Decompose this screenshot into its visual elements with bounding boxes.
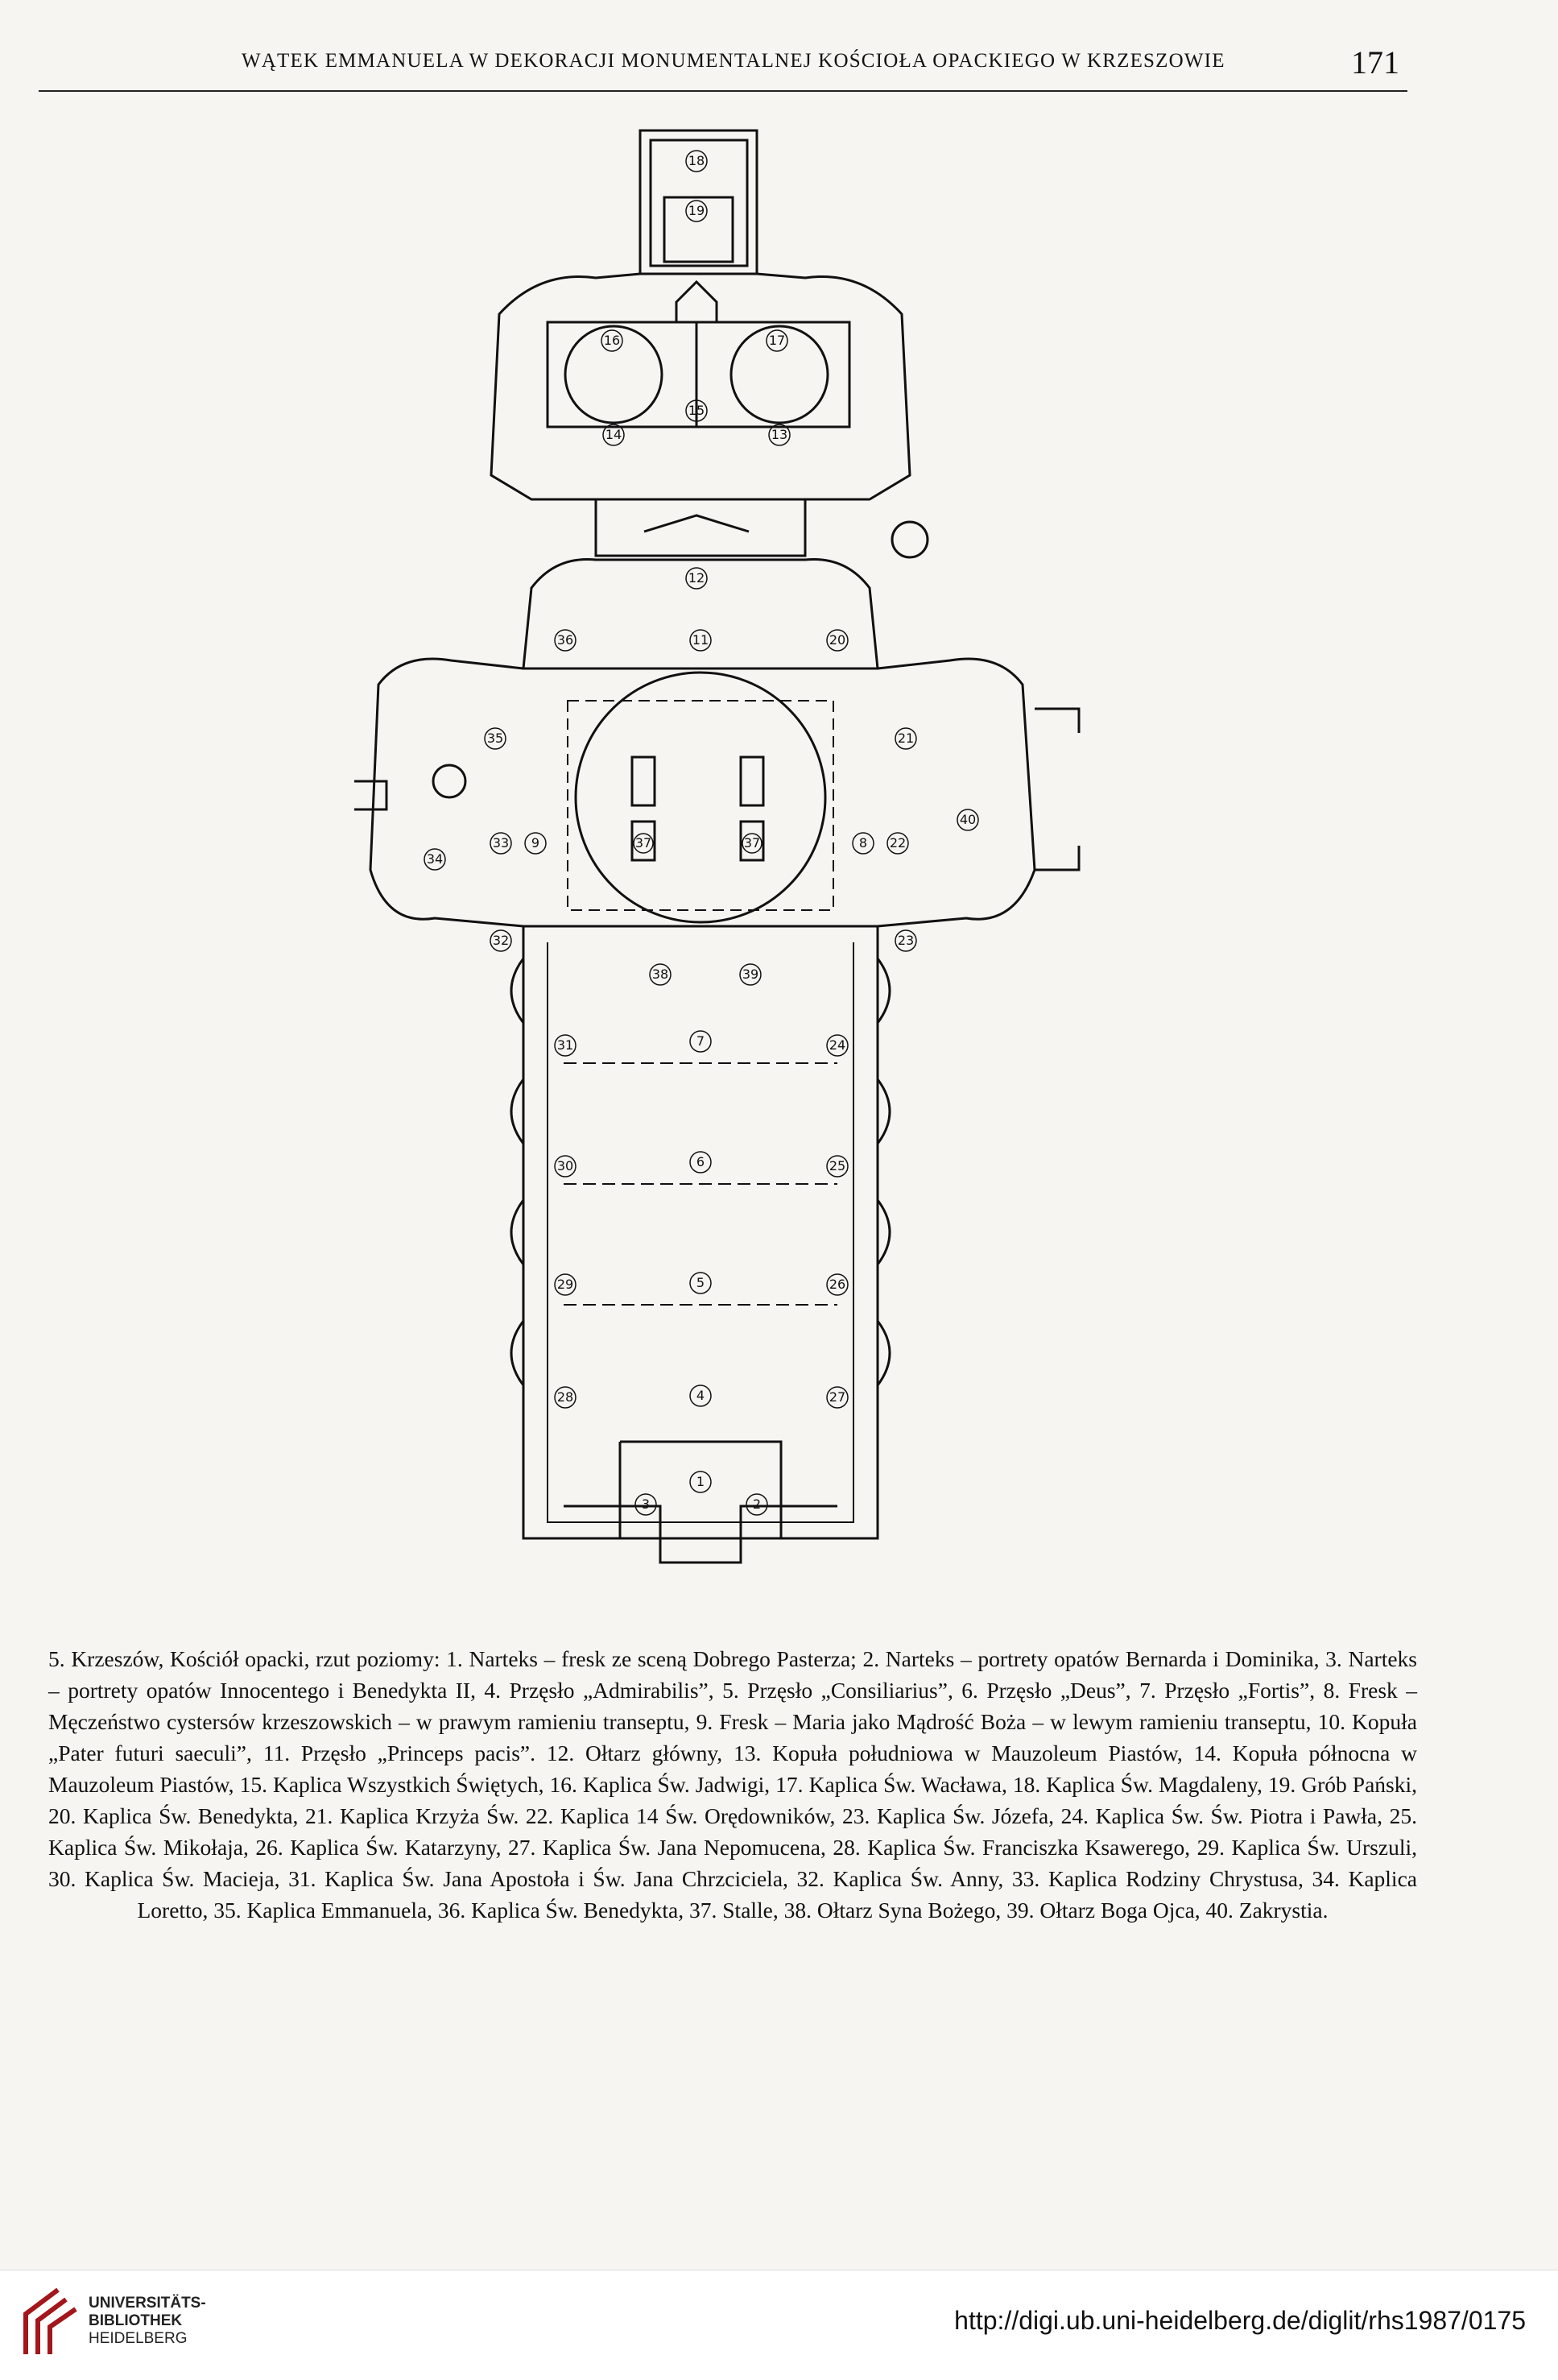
plan-label-13 bbox=[769, 424, 790, 445]
svg-text:12: 12 bbox=[688, 570, 705, 586]
plan-label-9 bbox=[525, 833, 546, 854]
svg-text:6: 6 bbox=[696, 1154, 705, 1169]
svg-text:22: 22 bbox=[889, 835, 907, 851]
plan-label-29 bbox=[555, 1274, 576, 1295]
plan-label-8 bbox=[853, 833, 874, 854]
svg-text:28: 28 bbox=[556, 1389, 574, 1405]
running-title: WĄTEK EMMANUELA W DEKORACJI MONUMENTALNEJ KOŚCIOŁA OPACKIEGO W KRZESZOWIE bbox=[242, 50, 1225, 72]
plan-label-37-b bbox=[742, 834, 762, 853]
svg-text:37: 37 bbox=[743, 835, 761, 851]
svg-text:34: 34 bbox=[426, 851, 444, 867]
svg-text:7: 7 bbox=[696, 1033, 705, 1049]
plan-label-21 bbox=[895, 728, 916, 749]
plan-label-39 bbox=[740, 964, 761, 985]
plan-label-7 bbox=[690, 1031, 711, 1052]
svg-text:30: 30 bbox=[556, 1158, 574, 1173]
plan-label-24 bbox=[827, 1035, 848, 1056]
svg-text:5: 5 bbox=[696, 1275, 705, 1290]
plan-label-31 bbox=[555, 1035, 576, 1056]
svg-text:32: 32 bbox=[492, 933, 510, 948]
svg-text:40: 40 bbox=[959, 812, 977, 827]
svg-text:16: 16 bbox=[603, 333, 621, 348]
page-number: 171 bbox=[1351, 44, 1399, 81]
svg-text:33: 33 bbox=[492, 835, 510, 851]
plan-label-36 bbox=[555, 630, 576, 651]
svg-text:29: 29 bbox=[556, 1277, 574, 1292]
svg-text:17: 17 bbox=[768, 333, 786, 348]
plan-label-12 bbox=[686, 568, 707, 589]
svg-text:4: 4 bbox=[696, 1388, 705, 1403]
plan-label-32 bbox=[490, 930, 511, 951]
plan-label-26 bbox=[827, 1274, 848, 1295]
svg-text:27: 27 bbox=[829, 1389, 846, 1405]
plan-label-35 bbox=[485, 728, 506, 749]
svg-text:9: 9 bbox=[531, 835, 540, 851]
floor-plan-drawing bbox=[354, 121, 1095, 1595]
church-floor-plan bbox=[354, 121, 1095, 1595]
plan-label-34 bbox=[424, 849, 445, 870]
plan-label-5 bbox=[690, 1273, 711, 1293]
plan-label-30 bbox=[555, 1156, 576, 1177]
plan-label-20 bbox=[827, 630, 848, 651]
svg-text:13: 13 bbox=[771, 427, 788, 442]
svg-text:15: 15 bbox=[688, 403, 705, 418]
logo-line-1: UNIVERSITÄTS- bbox=[89, 2295, 206, 2312]
library-logo-text bbox=[89, 2295, 206, 2348]
svg-text:24: 24 bbox=[829, 1037, 846, 1053]
svg-text:8: 8 bbox=[858, 835, 868, 851]
plan-label-37-a bbox=[634, 834, 653, 853]
plan-label-28 bbox=[555, 1387, 576, 1408]
plan-label-38 bbox=[650, 964, 671, 985]
svg-text:21: 21 bbox=[897, 731, 915, 746]
plan-label-22 bbox=[887, 833, 908, 854]
svg-text:14: 14 bbox=[605, 427, 622, 442]
svg-text:1: 1 bbox=[696, 1474, 705, 1489]
svg-text:36: 36 bbox=[556, 632, 574, 648]
running-head bbox=[39, 42, 1407, 92]
svg-text:25: 25 bbox=[829, 1158, 846, 1173]
plan-label-17 bbox=[767, 330, 787, 351]
plan-label-1 bbox=[690, 1471, 711, 1492]
plan-label-11 bbox=[690, 630, 711, 651]
svg-text:39: 39 bbox=[742, 966, 759, 982]
svg-text:20: 20 bbox=[829, 632, 846, 648]
plan-label-16 bbox=[601, 330, 622, 351]
plan-label-6 bbox=[690, 1152, 711, 1173]
svg-text:38: 38 bbox=[651, 966, 669, 982]
library-logo-icon bbox=[18, 2282, 82, 2362]
logo-line-2: BIBLIOTHEK bbox=[89, 2312, 183, 2329]
plan-label-2 bbox=[746, 1494, 767, 1515]
svg-text:37: 37 bbox=[634, 835, 652, 851]
svg-text:31: 31 bbox=[556, 1037, 574, 1053]
plan-label-27 bbox=[827, 1387, 848, 1408]
plan-label-4 bbox=[690, 1385, 711, 1406]
svg-text:26: 26 bbox=[829, 1277, 846, 1292]
svg-text:19: 19 bbox=[688, 203, 705, 218]
plan-label-19 bbox=[686, 201, 707, 221]
source-url-link[interactable]: http://digi.ub.uni-heidelberg.de/diglit/rhs1987/0175 bbox=[954, 2306, 1526, 2335]
svg-text:18: 18 bbox=[688, 153, 705, 168]
plan-label-14 bbox=[603, 424, 624, 445]
svg-text:23: 23 bbox=[897, 933, 915, 948]
svg-text:2: 2 bbox=[752, 1496, 762, 1512]
svg-text:35: 35 bbox=[486, 731, 504, 746]
svg-text:3: 3 bbox=[641, 1496, 651, 1512]
svg-text:11: 11 bbox=[692, 632, 709, 648]
figure-caption: 5. Krzeszów, Kościół opacki, rzut poziomy: 1. Narteks – fresk ze sceną Dobrego Pasterza; 2. Narteks – portrety opatów Bernarda i Dominika, 3. Narteks – portrety opatów Innocentego i Benedykta II, 4. Przęsło „Admirabilis”, 5. Przęsło „Consiliarius”, 6. Przęsło „Deus”, 7. Przęsło „Fortis”, 8. Fresk – Męczeństwo cystersów krzeszowskich – w prawym ramieniu transeptu, 9. Fresk – Maria jako Mądrość Boża – w lewym ramieniu transeptu, 10. Kopuła „Pater futuri saeculi”, 11. Przęsło „Princeps pacis”. 12. Ołtarz główny, 13. Kopuła południowa w Mauzoleum Piastów, 14. Kopuła północna w Mauzoleum Piastów, 15. Kaplica Wszystkich Świętych, 16. Kaplica Św. Jadwigi, 17. Kaplica Św. Wacława, 18. Kaplica Św. Magdaleny, 19. Grób Pański, 20. Kaplica Św. Benedykta, 21. Kaplica Krzyża Św. 22. Kaplica 14 Św. Orędowników, 23. Kaplica Św. Józefa, 24. Kaplica Św. Św. Piotra i Pawła, 25. Kaplica Św. Mikołaja, 26. Kaplica Św. Katarzyny, 27. Kaplica Św. Jana Nepomucena, 28. Kaplica Św. Franciszka Ksawerego, 29. Kaplica Św. Urszuli, 30. Kaplica Św. Macieja, 31. Kaplica Św. Jana Apostoła i Św. Jana Chrzciciela, 32. Kaplica Św. Anny, 33. Kaplica Rodziny Chrystusa, 34. Kaplica Loretto, 35. Kaplica Emmanuela, 36. Kaplica Św. Benedykta, 37. Stalle, 38. Ołtarz Syna Bożego, 39. Ołtarz Boga Ojca, 40. Zakrystia. bbox=[48, 1645, 1417, 1923]
library-footer bbox=[0, 2270, 1558, 2380]
plan-label-25 bbox=[827, 1156, 848, 1177]
plan-label-33 bbox=[490, 833, 511, 854]
plan-label-40 bbox=[957, 809, 978, 830]
logo-line-3: HEIDELBERG bbox=[89, 2330, 188, 2347]
plan-label-3 bbox=[635, 1494, 656, 1515]
plan-label-18 bbox=[686, 151, 707, 172]
plan-label-23 bbox=[895, 930, 916, 951]
